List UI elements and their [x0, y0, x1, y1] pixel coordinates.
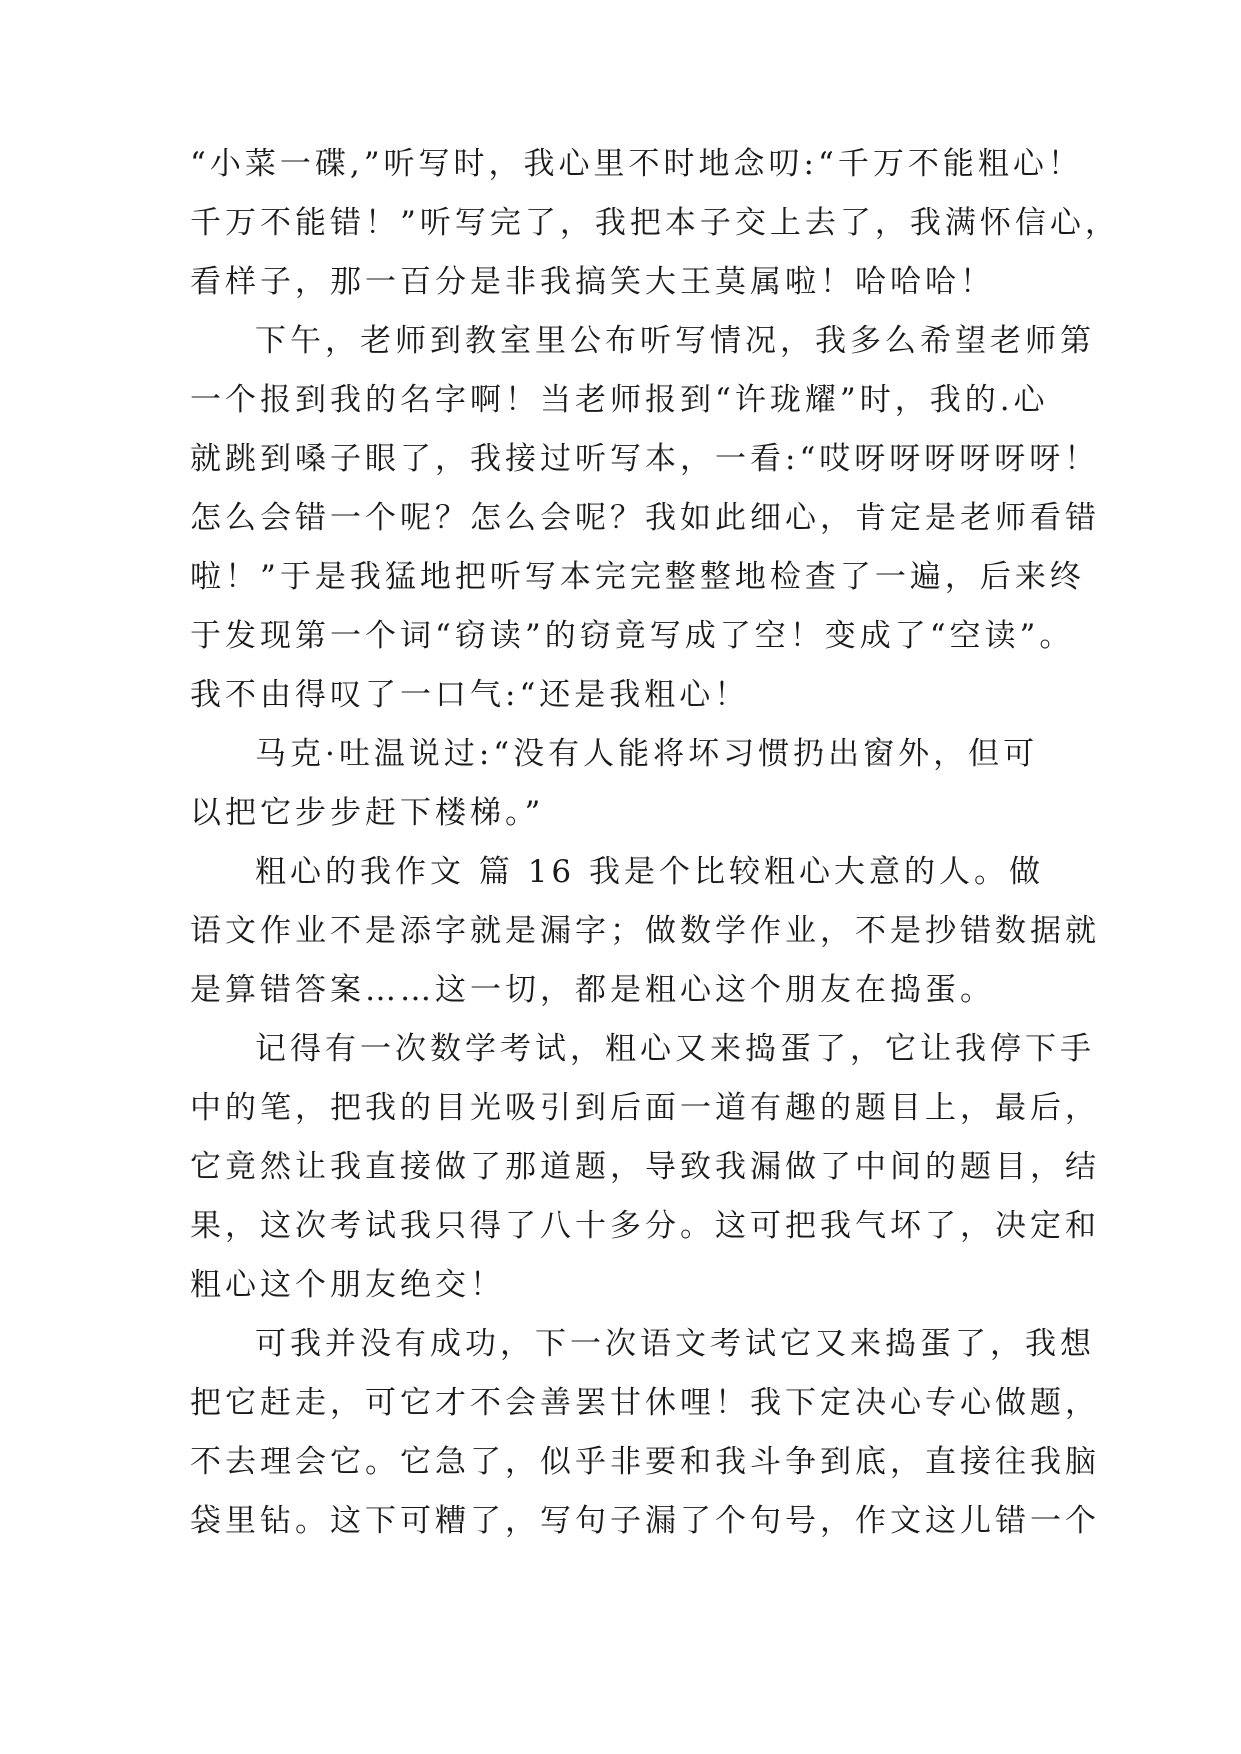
paragraph-start-line: 马克·吐温说过:“没有人能将坏习惯扔出窗外，但可	[255, 736, 1039, 772]
text-line: 怎么会错一个呢？怎么会呢？我如此细心，肯定是老师看错	[190, 500, 1100, 536]
text-line: 中的笔，把我的目光吸引到后面一道有趣的题目上，最后，	[190, 1090, 1100, 1126]
text-line: 果，这次考试我只得了八十多分。这可把我气坏了，决定和	[190, 1208, 1100, 1244]
text-line: 千万不能错！”听写完了，我把本子交上去了，我满怀信心，	[190, 205, 1120, 241]
text-line: 袋里钻。这下可糟了，写句子漏了个句号，作文这儿错一个	[190, 1503, 1100, 1539]
text-line: 看样子，那一百分是非我搞笑大王莫属啦！哈哈哈！	[190, 264, 995, 300]
text-line: 以把它步步赶下楼梯。”	[190, 795, 545, 831]
text-line: 就跳到嗓子眼了，我接过听写本，一看:“哎呀呀呀呀呀呀！	[190, 441, 1100, 477]
paragraph-start-line: 记得有一次数学考试，粗心又来捣蛋了，它让我停下手	[255, 1031, 1095, 1067]
text-line: 粗心这个朋友绝交！	[190, 1267, 505, 1303]
text-line: 它竟然让我直接做了那道题，导致我漏做了中间的题目，结	[190, 1149, 1100, 1185]
section-heading-line: 粗心的我作文 篇 16 我是个比较粗心大意的人。做	[255, 854, 1045, 890]
text-line: “小菜一碟,”听写时，我心里不时地念叨:“千万不能粗心！	[190, 146, 1083, 182]
text-line: 是算错答案……这一切，都是粗心这个朋友在捣蛋。	[190, 972, 995, 1008]
text-line: 我不由得叹了一口气:“还是我粗心！	[190, 677, 750, 713]
text-line: 一个报到我的名字啊！当老师报到“许珑耀”时，我的.心	[190, 382, 1049, 418]
text-line: 于发现第一个词“窃读”的窃竟写成了空！变成了“空读”。	[190, 618, 1075, 654]
text-line: 啦！”于是我猛地把听写本完完整整地检查了一遍，后来终	[190, 559, 1085, 595]
paragraph-start-line: 下午，老师到教室里公布听写情况，我多么希望老师第	[255, 323, 1095, 359]
text-line: 不去理会它。它急了，似乎非要和我斗争到底，直接往我脑	[190, 1444, 1100, 1480]
text-line: 把它赶走，可它才不会善罢甘休哩！我下定决心专心做题，	[190, 1385, 1100, 1421]
text-line: 语文作业不是添字就是漏字；做数学作业，不是抄错数据就	[190, 913, 1100, 949]
paragraph-start-line: 可我并没有成功，下一次语文考试它又来捣蛋了，我想	[255, 1326, 1095, 1362]
